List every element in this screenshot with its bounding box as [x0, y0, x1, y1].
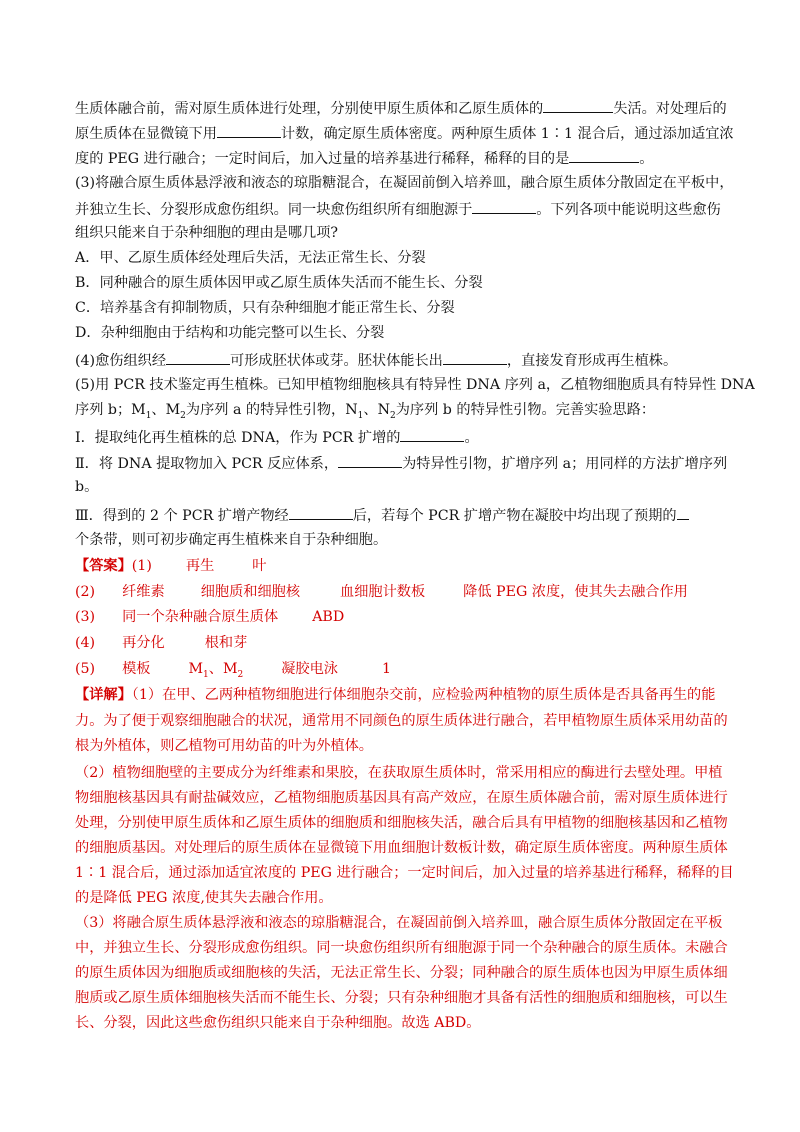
detail-line: 1∶1 混合后，通过添加适宜浓度的 PEG 进行融合；一定时间后，加入过量的培养基进行稀释，稀释的目 [75, 865, 734, 881]
q2-line-3 [75, 148, 653, 168]
detail-line: 的是降低 PEG 浓度,使其失去融合作用。 [75, 890, 333, 906]
answer-blank [338, 453, 402, 468]
answer-blank [443, 350, 507, 365]
detail-line: 物细胞核基因具有耐盐碱效应，乙植物细胞质基因具有高产效应，在原生质体融合前，需对原生质体进行 [75, 790, 728, 806]
q2-text: 计数，确定原生质体密度。两种原生质体 1∶1 混合后，通过添加适宜浓 [280, 126, 734, 142]
answer-blank [472, 199, 536, 214]
answer-row-3: (3) 同一个杂种融合原生质体 ABD [75, 609, 345, 625]
q2-line-2 [75, 123, 734, 143]
q5-step-2: Ⅱ．将 DNA 提取物加入 PCR 反应体系， 为特异性引物，扩增序列 a；用同样的方法扩增序列 [75, 453, 727, 473]
q3-text: 。下列各项中能说明这些愈伤 [536, 202, 721, 218]
answer-label: 【答案】 [75, 558, 132, 574]
option-d: D．杂种细胞由于结构和功能完整可以生长、分裂 [75, 325, 385, 341]
option-a: A．甲、乙原生质体经处理后失活，无法正常生长、分裂 [75, 250, 426, 266]
answer-row-2: (2) 纤维素 细胞质和细胞核 血细胞计数板 降低 PEG 浓度，使其失去融合作用 [75, 584, 688, 600]
detail-line: 处理，分别使甲原生质体和乙原生质体的细胞质和细胞核失活，融合后具有甲植物的细胞核基因和乙植物 [75, 815, 728, 831]
detail-line: 的原生质体因为细胞质或细胞核的失活，无法正常生长、分裂；同种融合的原生质体也因为甲原生质体细 [75, 965, 728, 981]
answer-blank [569, 148, 639, 163]
q3-line-2 [75, 199, 721, 219]
q5-line-2: 序列 b；$M_1$、$M_2$为序列 a 的特异性引物，$N_1$、$N_2$为序列 b 的特异性引物。完善实验思路： [75, 402, 656, 421]
detail-line: （2）植物细胞壁的主要成分为纤维素和果胶，在获取原生质体时，常采用相应的酶进行去壁处理。甲植 [75, 765, 723, 781]
detail-line: 力。为了便于观察细胞融合的状况，通常用不同颜色的原生质体进行融合，若甲植物原生质体采用幼苗的 [75, 713, 728, 729]
detail-line: 的细胞质基因。对处理后的原生质体在显微镜下用血细胞计数板计数，确定原生质体密度。两种原生质体 [75, 840, 728, 856]
q5-step-3-cont: 个条带，则可初步确定再生植株来自于杂种细胞。 [75, 532, 388, 548]
q5-line-1: (5)用 PCR 技术鉴定再生植株。已知甲植物细胞核具有特异性 DNA 序列 a，乙植物细胞质具有特异性 DNA [75, 377, 755, 393]
q3-text: 并独立生长、分裂形成愈伤组织。同一块愈伤组织所有细胞源于 [75, 202, 473, 218]
answer-blank [289, 505, 353, 520]
answer-row-5: (5) 模板 $M_1$、$M_2$ 凝胶电泳 1 [75, 661, 392, 680]
answer-blank [217, 123, 281, 138]
answer-blank [166, 350, 230, 365]
q3-line-3 [75, 224, 338, 242]
q2-text: 原生质体在显微镜下用 [75, 126, 217, 142]
q2-text: 。 [639, 151, 654, 167]
option-b: B．同种融合的原生质体因甲或乙原生质体失活而不能生长、分裂 [75, 275, 483, 291]
detail-line: 长、分裂，因此这些愈伤组织只能来自于杂种细胞。故选 ABD。 [75, 1015, 481, 1031]
q3-text: (3)将融合原生质体悬浮液和液态的琼脂糖混合，在凝固前倒入培养皿，融合原生质体分散固定在平板中， [75, 175, 734, 191]
detail-line: （3）将融合原生质体悬浮液和液态的琼脂糖混合，在凝固前倒入培养皿，融合原生质体分散固定在平板 [75, 915, 723, 931]
detail-line: 【详解】（1）在甲、乙两种植物细胞进行体细胞杂交前，应检验两种植物的原生质体是否具备再生的能 [75, 687, 716, 703]
q5-step-2-cont: b。 [75, 479, 99, 495]
detail-line: 根为外植体，则乙植物可用幼苗的叶为外植体。 [75, 738, 373, 754]
answer-blank [677, 505, 689, 520]
q2-text: 度的 PEG 进行融合；一定时间后，加入过量的培养基进行稀释，稀释的目的是 [75, 151, 570, 167]
q2-text: 失活。对处理后的 [613, 101, 727, 117]
q3-text: 组织只能来自于杂种细胞的理由是哪几项? [75, 225, 338, 241]
q4-line: (4)愈伤组织经 可形成胚状体或芽。胚状体能长出 ，直接发育形成再生植株。 [75, 350, 677, 370]
detail-label: 【详解】 [75, 687, 132, 703]
q3-line-1 [75, 174, 734, 192]
q5-step-3: Ⅲ．得到的 2 个 PCR 扩增产物经 后，若每个 PCR 扩增产物在凝胶中均出现了预期的 [75, 505, 689, 525]
answer-row-4: (4) 再分化 根和芽 [75, 635, 248, 651]
answer-blank [543, 98, 613, 113]
detail-line: 胞质或乙原生质体细胞核失活而不能生长、分裂；只有杂种细胞才具备有活性的细胞质和细胞核，可以生 [75, 990, 728, 1006]
detail-line: 中，并独立生长、分裂形成愈伤组织。同一块愈伤组织所有细胞源于同一个杂种融合的原生质体。未融合 [75, 940, 728, 956]
q2-line-1 [75, 98, 727, 118]
q2-text: 生质体融合前，需对原生质体进行处理，分别使甲原生质体和乙原生质体的 [75, 101, 544, 117]
option-c: C．培养基含有抑制物质，只有杂种细胞才能正常生长、分裂 [75, 300, 455, 316]
answer-blank [400, 427, 464, 442]
q5-step-1: Ⅰ．提取纯化再生植株的总 DNA，作为 PCR 扩增的 。 [75, 427, 479, 447]
answer-row-1: 【答案】(1) 再生 叶 [75, 558, 267, 574]
